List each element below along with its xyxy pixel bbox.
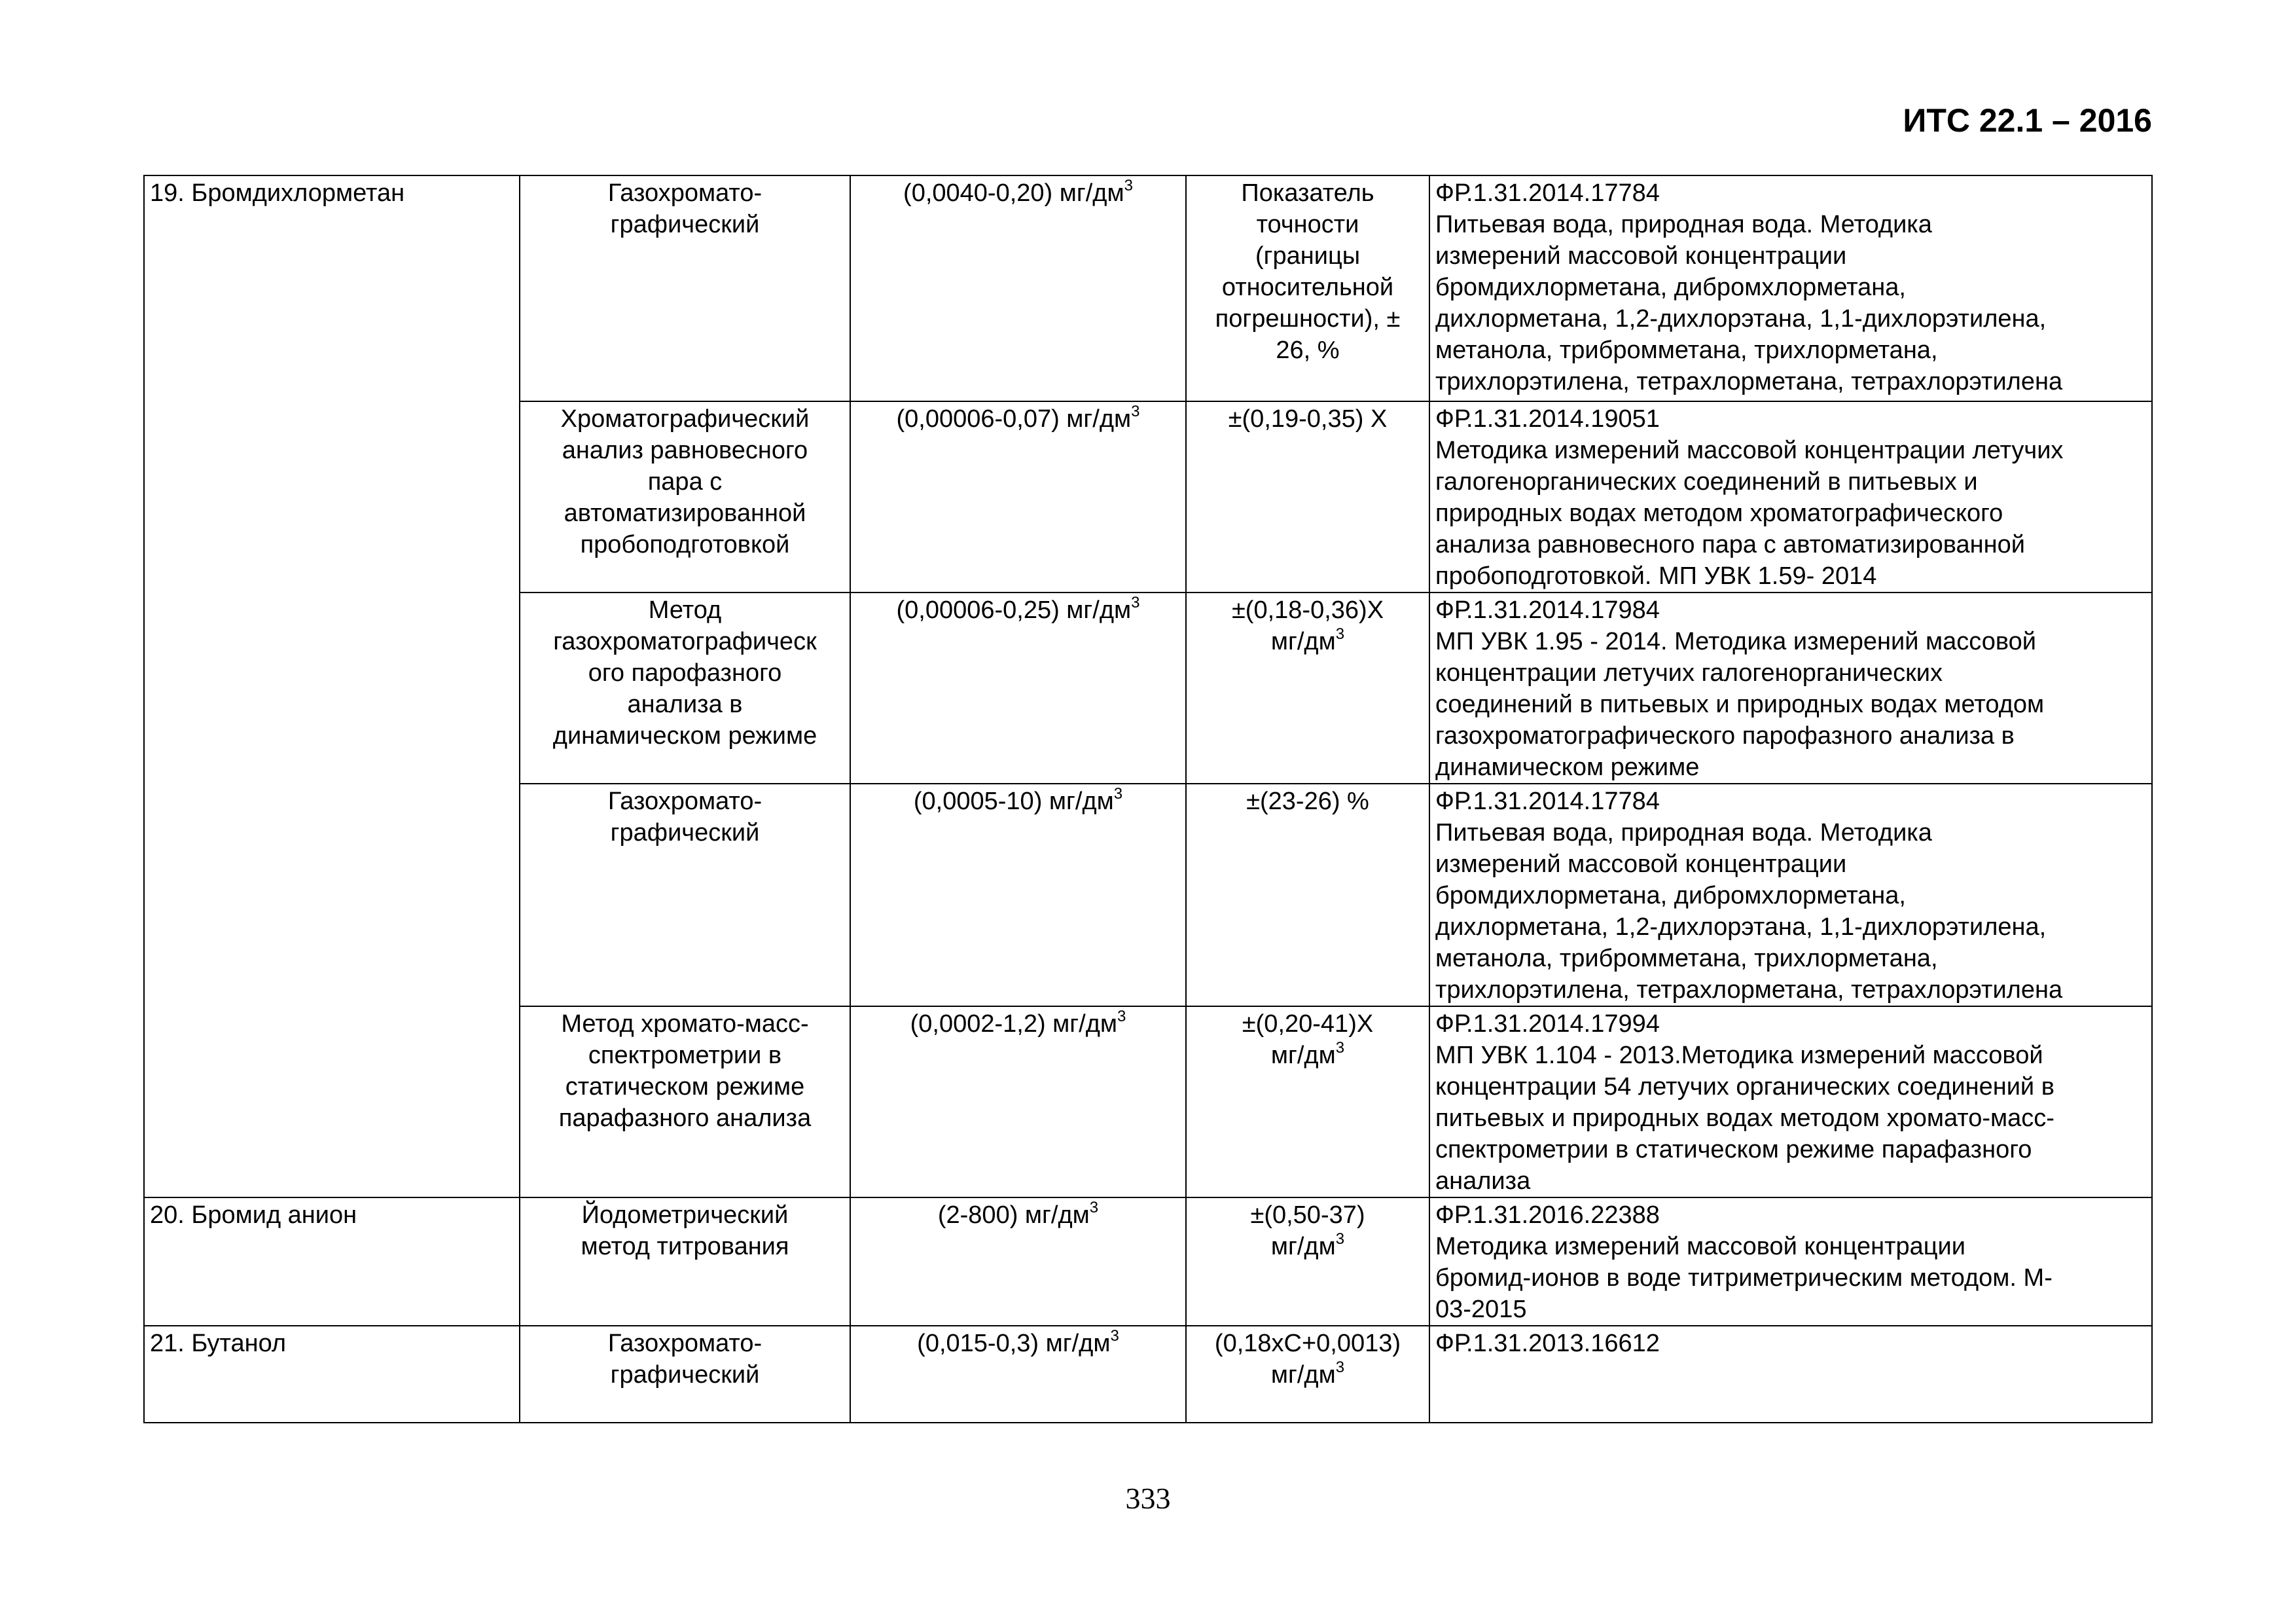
reference-cell: ФР.1.31.2014.17984 МП УВК 1.95 - 2014. Методика измерений массовой концентрации летучих галогенорганических соединений в питьевых и природных водах методом газохроматографического парофазного анализа в динамическом режиме	[1429, 593, 2152, 784]
range-cell: (0,0002-1,2) $мг/дм^3$	[850, 1006, 1186, 1197]
substance-name: 19. Бромдихлорметан	[150, 179, 405, 207]
accuracy-cell: Показатель точности (границы относительной погрешности), ± 26, %	[1186, 175, 1429, 401]
range-cell: (0,00006-0,07) $мг/дм^3$	[850, 401, 1186, 593]
reference-cell: ФР.1.31.2013.16612	[1429, 1326, 2152, 1423]
range-cell: (0,015-0,3) $мг/дм^3$	[850, 1326, 1186, 1423]
accuracy-cell: ±(0,50-37) $мг/дм^3$	[1186, 1197, 1429, 1326]
range-cell: (0,0040-0,20) $мг/дм^3$	[850, 175, 1186, 401]
substance-cell	[144, 175, 520, 1197]
accuracy-cell: (0,18хС+0,0013) $мг/дм^3$	[1186, 1326, 1429, 1423]
methods-table	[143, 175, 2153, 1423]
accuracy-cell: ±(0,19-0,35) Х	[1186, 401, 1429, 593]
table-row	[144, 1326, 2152, 1423]
method-cell: Хроматографический анализ равновесного пара с автоматизированной пробоподготовкой	[520, 401, 850, 593]
range-cell: (2-800) $мг/дм^3$	[850, 1197, 1186, 1326]
page-number: 333	[1125, 1482, 1171, 1515]
method-cell: Метод хромато-масс- спектрометрии в статическом режиме парафазного анализа	[520, 1006, 850, 1197]
substance-cell	[144, 1197, 520, 1326]
accuracy-cell: ±(0,20-41)Х $мг/дм^3$	[1186, 1006, 1429, 1197]
method-cell: Метод газохроматографическ ого парофазного анализа в динамическом режиме	[520, 593, 850, 784]
accuracy-cell: ±(23-26) %	[1186, 784, 1429, 1006]
method-cell: Газохромато- графический	[520, 1326, 850, 1423]
substance-cell	[144, 1326, 520, 1423]
reference-cell: ФР.1.31.2016.22388 Методика измерений массовой концентрации бромид-ионов в воде титриметрическим методом. М- 03-2015	[1429, 1197, 2152, 1326]
range-cell: (0,0005-10) $мг/дм^3$	[850, 784, 1186, 1006]
reference-cell: ФР.1.31.2014.17784 Питьевая вода, природная вода. Методика измерений массовой концентрации бромдихлорметана, дибромхлорметана, дихлорметана, 1,2-дихлорэтана, 1,1-дихлорэтилена, метанола, трибромметана, трихлорметана, трихлорэтилена, тетрахлорметана, тетрахлорэтилена	[1429, 175, 2152, 401]
range-cell: (0,00006-0,25) $мг/дм^3$	[850, 593, 1186, 784]
document-header: ИТС 22.1 – 2016	[1903, 102, 2152, 139]
reference-cell: ФР.1.31.2014.19051 Методика измерений массовой концентрации летучих галогенорганических соединений в питьевых и природных водах методом хроматографического анализа равновесного пара с автоматизированной пробоподготовкой. МП УВК 1.59- 2014	[1429, 401, 2152, 593]
substance-name: 20. Бромид анион	[150, 1201, 357, 1229]
reference-cell: ФР.1.31.2014.17994 МП УВК 1.104 - 2013.Методика измерений массовой концентрации 54 летучих органических соединений в питьевых и природных водах методом хромато-масс- спектрометрии в статическом режиме парафазного анализа	[1429, 1006, 2152, 1197]
method-cell: Йодометрический метод титрования	[520, 1197, 850, 1326]
substance-name: 21. Бутанол	[150, 1330, 287, 1357]
reference-cell: ФР.1.31.2014.17784 Питьевая вода, природная вода. Методика измерений массовой концентрации бромдихлорметана, дибромхлорметана, дихлорметана, 1,2-дихлорэтана, 1,1-дихлорэтилена, метанола, трибромметана, трихлорметана, трихлорэтилена, тетрахлорметана, тетрахлорэтилена	[1429, 784, 2152, 1006]
method-cell: Газохромато- графический	[520, 784, 850, 1006]
table-row	[144, 175, 2152, 401]
table-row	[144, 1197, 2152, 1326]
accuracy-cell: ±(0,18-0,36)Х $мг/дм^3$	[1186, 593, 1429, 784]
method-cell: Газохромато- графический	[520, 175, 850, 401]
